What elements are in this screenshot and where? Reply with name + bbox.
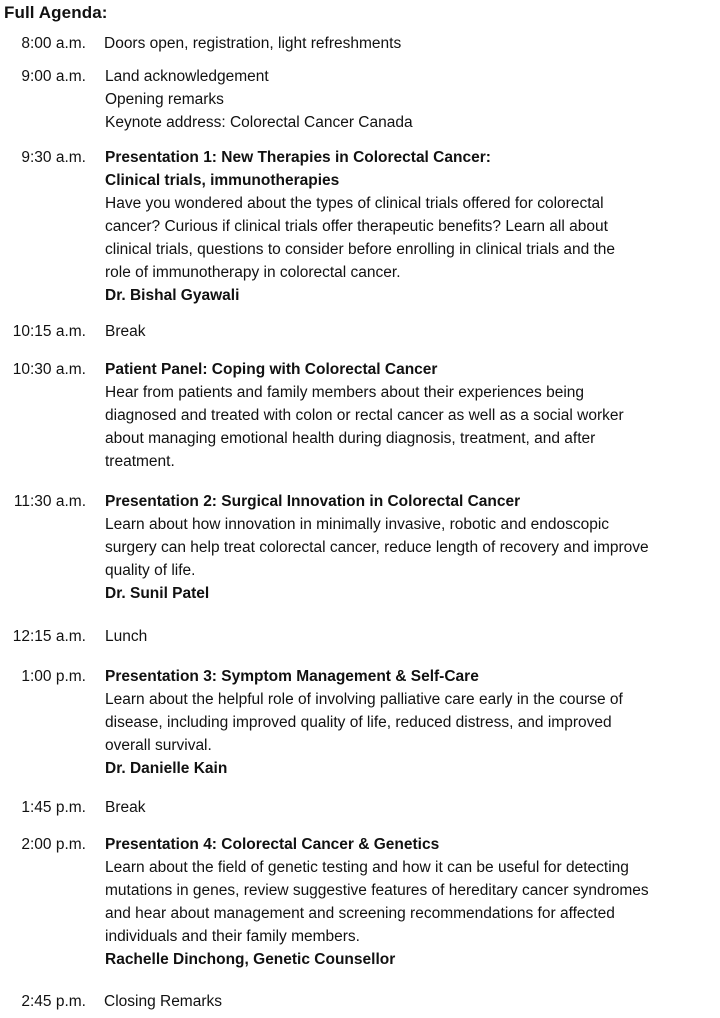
agenda-line: and hear about management and screening recommendations for affected	[105, 905, 615, 922]
agenda-line: Keynote address: Colorectal Cancer Canada	[105, 114, 413, 131]
speaker-name: Dr. Danielle Kain	[105, 760, 228, 777]
agenda-content	[105, 358, 715, 473]
agenda-time: 1:45 p.m.	[21, 799, 86, 816]
agenda-line: cancer? Curious if clinical trials offer therapeutic benefits? Learn all about	[105, 218, 608, 235]
agenda-line: about managing emotional health during diagnosis, treatment, and after	[105, 430, 596, 447]
session-heading: Presentation 3: Symptom Management & Self-Care	[105, 668, 479, 685]
agenda-line: disease, including improved quality of life, reduced distress, and improved	[105, 714, 612, 731]
agenda-title: Full Agenda:	[4, 3, 108, 22]
agenda-line: Learn about the field of genetic testing and how it can be useful for detecting	[105, 859, 629, 876]
agenda-line: surgery can help treat colorectal cancer, reduce length of recovery and improve	[105, 539, 649, 556]
agenda-line: role of immunotherapy in colorectal cancer.	[105, 264, 401, 281]
agenda-line: mutations in genes, review suggestive features of hereditary cancer syndromes	[105, 882, 649, 899]
session-heading: Presentation 1: New Therapies in Colorectal Cancer:	[105, 149, 491, 166]
agenda-content	[105, 490, 715, 605]
agenda-content	[104, 990, 714, 1013]
agenda-time: 10:30 a.m.	[12, 361, 86, 378]
agenda-line: Learn about how innovation in minimally invasive, robotic and endoscopic	[105, 516, 610, 533]
agenda-content	[105, 796, 715, 819]
agenda-line: quality of life.	[105, 562, 196, 579]
agenda-time: 2:45 p.m.	[21, 993, 86, 1010]
agenda-content	[104, 32, 714, 55]
agenda-line: clinical trials, questions to consider before enrolling in clinical trials and the	[105, 241, 616, 258]
agenda-content	[105, 625, 715, 648]
agenda-line: Hear from patients and family members about their experiences being	[105, 384, 585, 401]
agenda-line: overall survival.	[105, 737, 212, 754]
agenda-line: Break	[105, 323, 146, 340]
agenda-content	[105, 665, 715, 780]
agenda-time: 1:00 p.m.	[21, 668, 86, 685]
agenda-line: individuals and their family members.	[105, 928, 360, 945]
agenda-line: Break	[105, 799, 146, 816]
speaker-name: Dr. Sunil Patel	[105, 585, 210, 602]
speaker-name: Dr. Bishal Gyawali	[105, 287, 240, 304]
session-heading: Clinical trials, immunotherapies	[105, 172, 340, 189]
agenda-time: 9:30 a.m.	[21, 149, 86, 166]
agenda-line: Lunch	[105, 628, 148, 645]
agenda-line: Land acknowledgement	[105, 68, 269, 85]
agenda-line: diagnosed and treated with colon or rectal cancer as well as a social worker	[105, 407, 624, 424]
speaker-name: Rachelle Dinchong, Genetic Counsellor	[105, 951, 396, 968]
session-heading: Patient Panel: Coping with Colorectal Cancer	[105, 361, 438, 378]
agenda-line: treatment.	[105, 453, 175, 470]
agenda-line: Opening remarks	[105, 91, 224, 108]
agenda-time: 10:15 a.m.	[12, 323, 86, 340]
agenda-line: Closing Remarks	[104, 993, 223, 1010]
agenda-content	[105, 320, 715, 343]
agenda-time: 8:00 a.m.	[21, 35, 86, 52]
session-heading: Presentation 4: Colorectal Cancer & Genetics	[105, 836, 440, 853]
agenda-time: 11:30 a.m.	[13, 493, 86, 510]
agenda-time: 12:15 a.m.	[12, 628, 86, 645]
agenda-time: 9:00 a.m.	[21, 68, 86, 85]
agenda-line: Learn about the helpful role of involving palliative care early in the course of	[105, 691, 623, 708]
agenda-content	[105, 833, 715, 971]
agenda-line: Have you wondered about the types of clinical trials offered for colorectal	[105, 195, 604, 212]
agenda-content	[105, 146, 715, 307]
session-heading: Presentation 2: Surgical Innovation in Colorectal Cancer	[105, 493, 521, 510]
agenda-time: 2:00 p.m.	[21, 836, 86, 853]
agenda-content	[105, 65, 715, 134]
agenda-line: Doors open, registration, light refreshments	[104, 35, 402, 52]
